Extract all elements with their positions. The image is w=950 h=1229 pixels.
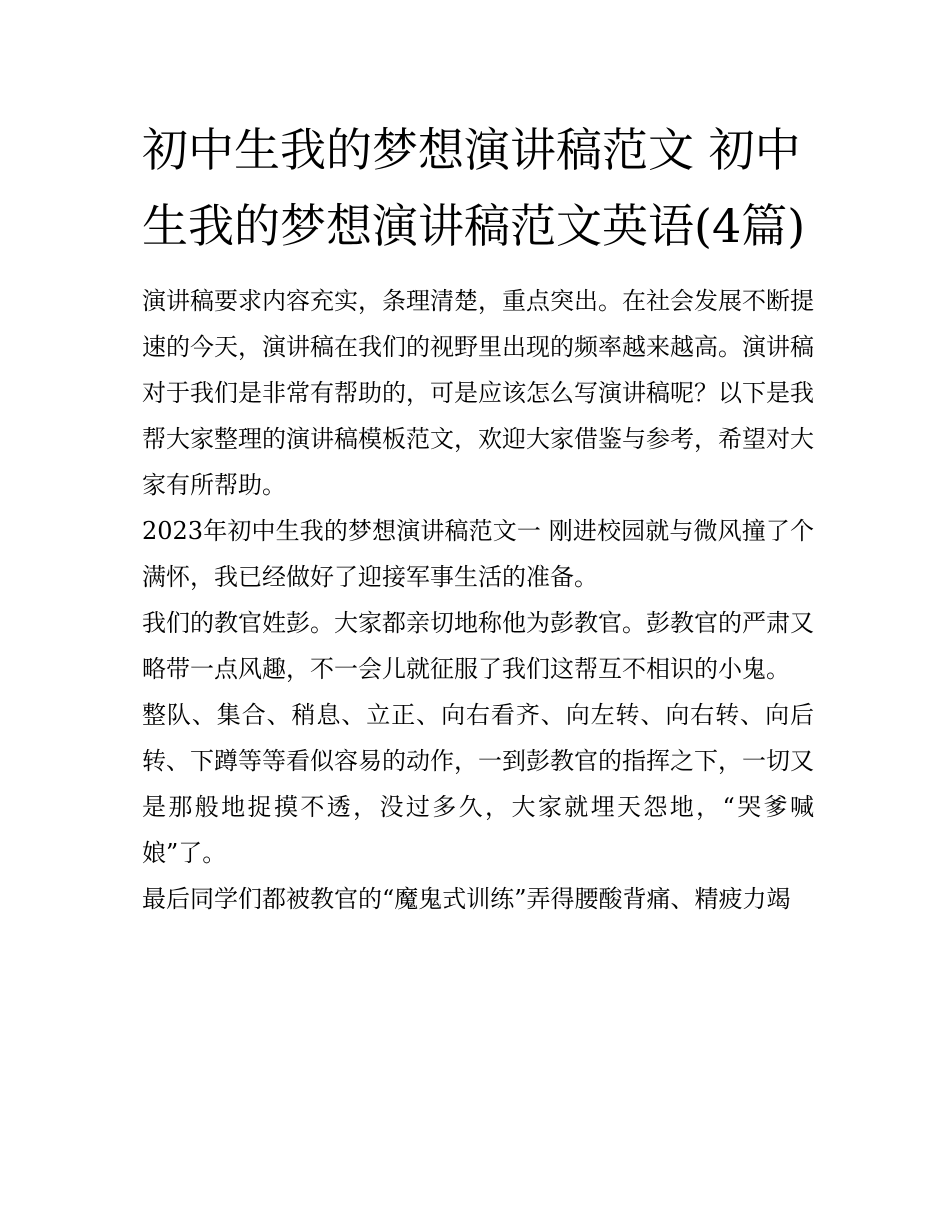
paragraph-intro: 演讲稿要求内容充实，条理清楚，重点突出。在社会发展不断提速的今天，演讲稿在我们的视野里出现的频率越来越高。演讲稿对于我们是非常有帮助的，可是应该怎么写演讲稿呢？以下是我帮大家整理的演讲稿模板范文，欢迎大家借鉴与参考，希望对大家有所帮助。: [142, 287, 814, 499]
paragraph-instructor: 我们的教官姓彭。大家都亲切地称他为彭教官。彭教官的严肃又略带一点风趣，不一会儿就征服了我们这帮互不相识的小鬼。: [142, 609, 814, 683]
document-body: [142, 112, 814, 922]
document-title: 初中生我的梦想演讲稿范文 初中生我的梦想演讲稿范文英语(4篇): [142, 123, 806, 253]
paragraph-training: 最后同学们都被教官的“魔鬼式训练”弄得腰酸背痛、精疲力竭: [142, 885, 791, 913]
paragraph-speech-one-opening: 2023年初中生我的梦想演讲稿范文一 刚进校园就与微风撞了个满怀，我已经做好了迎接军事生活的准备。: [142, 517, 814, 591]
paragraph-drills: 整队、集合、稍息、立正、向右看齐、向左转、向右转、向后转、下蹲等等看似容易的动作，一到彭教官的指挥之下，一切又是那般地捉摸不透，没过多久，大家就埋天怨地，“哭爹喊娘”了。: [142, 701, 814, 867]
